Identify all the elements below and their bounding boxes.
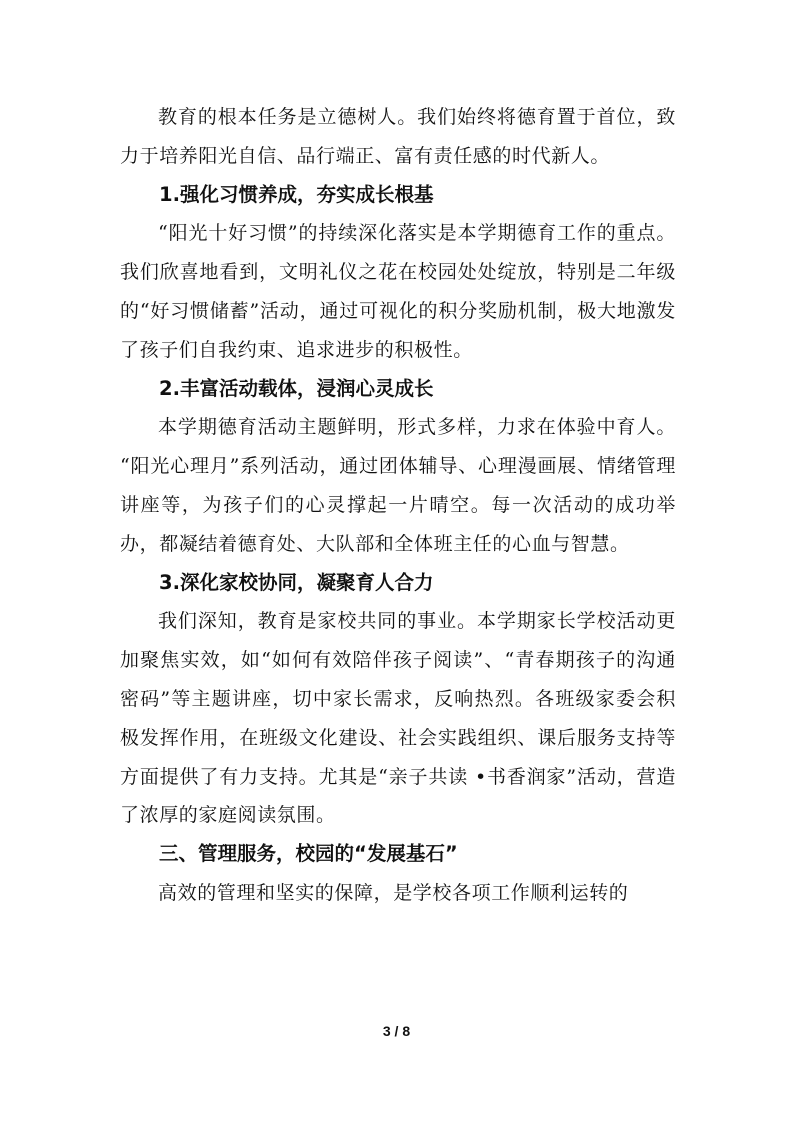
document-body xyxy=(120,98,676,913)
paragraph-management: 高效的管理和坚实的保障，是学校各项工作顺利运转的 xyxy=(158,881,629,904)
paragraph-home-school: 我们深知，教育是家校共同的事业。本学期家长学校活动更加聚焦实效，如“如何有效陪伴孩子阅读”、“青春期孩子的沟通密码”等主题讲座，切中家长需求，反响热烈。各班级家委会积极发挥作用，在班级文化建设、社会实践组织、课后服务支持等方面提供了有力支持。尤其是“亲子共读 •书香润家”活动，营造了浓厚的家庭阅读氛围。 xyxy=(120,610,676,827)
paragraph-habits: “阳光十好习惯”的持续深化落实是本学期德育工作的重点。我们欣喜地看到，文明礼仪之花在校园处处绽放，特别是二年级的“好习惯储蓄”活动，通过可视化的积分奖励机制，极大地激发了孩子们自我约束、追求进步的积极性。 xyxy=(120,222,676,361)
section-heading-2: 2.丰富活动载体，浸润心灵成长 xyxy=(159,376,434,400)
section-heading-3: 3.深化家校协同，凝聚育人合力 xyxy=(159,570,434,594)
chapter-heading-3: 三、管理服务，校园的“发展基石” xyxy=(159,842,458,866)
paragraph-intro: 教育的根本任务是立德树人。我们始终将德育置于首位，致力于培养阳光自信、品行端正、富有责任感的时代新人。 xyxy=(120,106,676,167)
paragraph-activities: 本学期德育活动主题鲜明，形式多样，力求在体验中育人。 “阳光心理月”系列活动，通过团体辅导、心理漫画展、情绪管理讲座等，为孩子们的心灵撑起一片晴空。每一次活动的成功举办，都凝结着德育处、大队部和全体班主任的心血与智慧。 xyxy=(120,416,676,555)
section-heading-1: 1.强化习惯养成，夯实成长根基 xyxy=(159,182,434,206)
page-number: 3 / 8 xyxy=(382,1023,411,1039)
